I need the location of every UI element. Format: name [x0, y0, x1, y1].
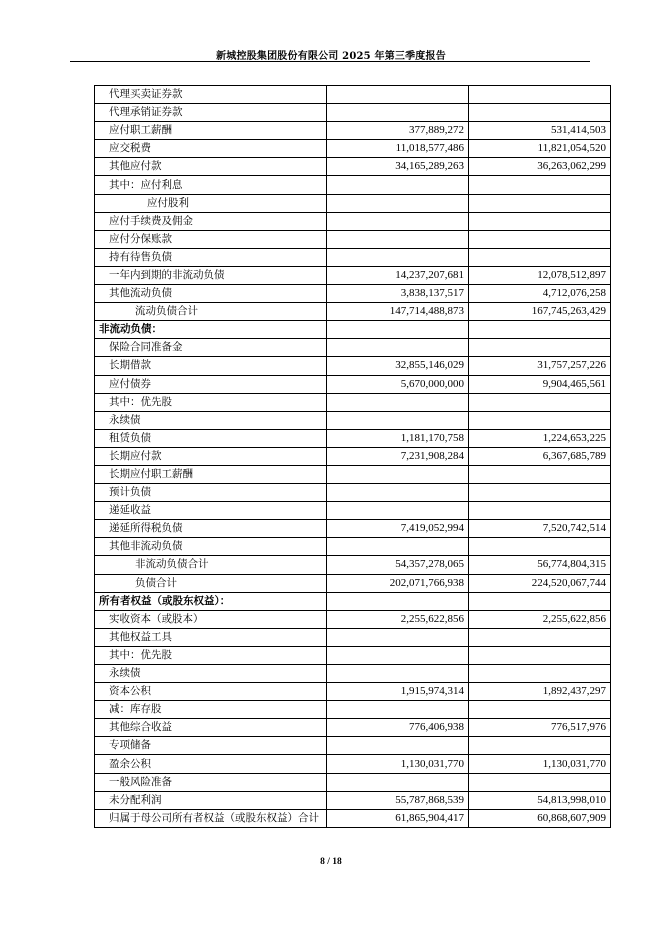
prior-year-end-value	[469, 86, 611, 104]
row-label: 应付分保账款	[95, 230, 327, 248]
prior-year-end-value: 1,892,437,297	[469, 683, 611, 701]
row-label: 其中：优先股	[95, 393, 327, 411]
period-end-value: 7,419,052,994	[327, 520, 469, 538]
prior-year-end-value	[469, 176, 611, 194]
row-label: 非流动负债：	[95, 321, 327, 339]
row-label: 应付股利	[95, 194, 327, 212]
row-label: 持有待售负债	[95, 248, 327, 266]
period-end-value	[327, 411, 469, 429]
prior-year-end-value: 167,745,263,429	[469, 303, 611, 321]
table-row	[95, 357, 611, 375]
prior-year-end-value	[469, 104, 611, 122]
period-end-value	[327, 176, 469, 194]
period-end-value	[327, 230, 469, 248]
period-end-value	[327, 194, 469, 212]
table-row	[95, 429, 611, 447]
period-end-value: 776,406,938	[327, 719, 469, 737]
table-row	[95, 773, 611, 791]
table-row	[95, 122, 611, 140]
table-row	[95, 303, 611, 321]
prior-year-end-value: 9,904,465,561	[469, 375, 611, 393]
prior-year-end-value: 7,520,742,514	[469, 520, 611, 538]
table-row	[95, 248, 611, 266]
row-label: 归属于母公司所有者权益（或股东权益）合计	[95, 809, 327, 827]
period-end-value	[327, 484, 469, 502]
prior-year-end-value	[469, 538, 611, 556]
table-row	[95, 628, 611, 646]
prior-year-end-value	[469, 248, 611, 266]
row-label: 实收资本（或股本）	[95, 610, 327, 628]
table-row	[95, 194, 611, 212]
row-label: 预计负债	[95, 484, 327, 502]
row-label: 专项储备	[95, 737, 327, 755]
row-label: 其他综合收益	[95, 719, 327, 737]
prior-year-end-value: 4,712,076,258	[469, 285, 611, 303]
table-row	[95, 665, 611, 683]
row-label: 代理买卖证券款	[95, 86, 327, 104]
prior-year-end-value	[469, 339, 611, 357]
period-end-value	[327, 339, 469, 357]
table-row	[95, 556, 611, 574]
report-header: 新城控股集团股份有限公司 2025 年第三季度报告	[216, 51, 446, 62]
prior-year-end-value: 776,517,976	[469, 719, 611, 737]
prior-year-end-value: 224,520,067,744	[469, 574, 611, 592]
period-end-value: 32,855,146,029	[327, 357, 469, 375]
table-row	[95, 755, 611, 773]
table-row	[95, 86, 611, 104]
table-row	[95, 212, 611, 230]
row-label: 未分配利润	[95, 791, 327, 809]
row-label: 租赁负债	[95, 429, 327, 447]
period-end-value: 14,237,207,681	[327, 266, 469, 284]
table-row	[95, 411, 611, 429]
period-end-value: 1,181,170,758	[327, 429, 469, 447]
prior-year-end-value: 1,224,653,225	[469, 429, 611, 447]
row-label: 其他流动负债	[95, 285, 327, 303]
period-end-value	[327, 321, 469, 339]
row-label: 永续债	[95, 411, 327, 429]
table-row	[95, 574, 611, 592]
period-end-value	[327, 701, 469, 719]
prior-year-end-value	[469, 773, 611, 791]
table-row	[95, 266, 611, 284]
period-end-value: 55,787,868,539	[327, 791, 469, 809]
prior-year-end-value	[469, 484, 611, 502]
period-end-value	[327, 248, 469, 266]
period-end-value: 147,714,488,873	[327, 303, 469, 321]
table-row	[95, 465, 611, 483]
period-end-value: 202,071,766,938	[327, 574, 469, 592]
period-end-value	[327, 737, 469, 755]
row-label: 递延所得税负债	[95, 520, 327, 538]
period-end-value	[327, 502, 469, 520]
table-row	[95, 230, 611, 248]
prior-year-end-value	[469, 701, 611, 719]
prior-year-end-value: 31,757,257,226	[469, 357, 611, 375]
row-label: 一年内到期的非流动负债	[95, 266, 327, 284]
row-label: 应付手续费及佣金	[95, 212, 327, 230]
period-end-value: 11,018,577,486	[327, 140, 469, 158]
period-end-value	[327, 646, 469, 664]
row-label: 其他非流动负债	[95, 538, 327, 556]
table-row	[95, 140, 611, 158]
table-row	[95, 701, 611, 719]
table-row	[95, 393, 611, 411]
period-end-value	[327, 628, 469, 646]
row-label: 应交税费	[95, 140, 327, 158]
table-row	[95, 176, 611, 194]
table-row	[95, 683, 611, 701]
row-label: 保险合同准备金	[95, 339, 327, 357]
prior-year-end-value	[469, 321, 611, 339]
period-end-value	[327, 212, 469, 230]
prior-year-end-value	[469, 665, 611, 683]
table-row	[95, 339, 611, 357]
table-row	[95, 538, 611, 556]
row-label: 长期应付款	[95, 447, 327, 465]
period-end-value	[327, 104, 469, 122]
row-label: 非流动负债合计	[95, 556, 327, 574]
row-label: 应付职工薪酬	[95, 122, 327, 140]
prior-year-end-value	[469, 502, 611, 520]
table-row	[95, 502, 611, 520]
period-end-value	[327, 538, 469, 556]
period-end-value: 34,165,289,263	[327, 158, 469, 176]
row-label: 永续债	[95, 665, 327, 683]
row-label: 长期应付职工薪酬	[95, 465, 327, 483]
prior-year-end-value: 6,367,685,789	[469, 447, 611, 465]
table-row	[95, 791, 611, 809]
table-row	[95, 158, 611, 176]
balance-sheet-table	[94, 85, 611, 828]
period-end-value: 54,357,278,065	[327, 556, 469, 574]
table-row	[95, 610, 611, 628]
row-label: 递延收益	[95, 502, 327, 520]
prior-year-end-value: 531,414,503	[469, 122, 611, 140]
row-label: 资本公积	[95, 683, 327, 701]
prior-year-end-value	[469, 737, 611, 755]
prior-year-end-value	[469, 194, 611, 212]
prior-year-end-value	[469, 411, 611, 429]
period-end-value: 1,915,974,314	[327, 683, 469, 701]
page-number: 8 / 18	[320, 857, 342, 867]
period-end-value	[327, 665, 469, 683]
prior-year-end-value: 60,868,607,909	[469, 809, 611, 827]
table-row	[95, 285, 611, 303]
row-label: 应付债券	[95, 375, 327, 393]
table-row	[95, 737, 611, 755]
row-label: 其他权益工具	[95, 628, 327, 646]
period-end-value: 377,889,272	[327, 122, 469, 140]
row-label: 其他应付款	[95, 158, 327, 176]
period-end-value: 2,255,622,856	[327, 610, 469, 628]
period-end-value	[327, 592, 469, 610]
prior-year-end-value	[469, 212, 611, 230]
row-label: 流动负债合计	[95, 303, 327, 321]
period-end-value	[327, 393, 469, 411]
table-row	[95, 447, 611, 465]
prior-year-end-value: 12,078,512,897	[469, 266, 611, 284]
period-end-value	[327, 465, 469, 483]
row-label: 其中：应付利息	[95, 176, 327, 194]
balance-sheet-body	[95, 86, 611, 828]
prior-year-end-value	[469, 465, 611, 483]
row-label: 盈余公积	[95, 755, 327, 773]
row-label: 长期借款	[95, 357, 327, 375]
period-end-value: 5,670,000,000	[327, 375, 469, 393]
table-row	[95, 646, 611, 664]
row-label: 所有者权益（或股东权益）：	[95, 592, 327, 610]
period-end-value	[327, 86, 469, 104]
table-row	[95, 484, 611, 502]
period-end-value: 1,130,031,770	[327, 755, 469, 773]
prior-year-end-value: 36,263,062,299	[469, 158, 611, 176]
row-label: 一般风险准备	[95, 773, 327, 791]
row-label: 减：库存股	[95, 701, 327, 719]
table-row	[95, 809, 611, 827]
period-end-value: 3,838,137,517	[327, 285, 469, 303]
table-row	[95, 592, 611, 610]
row-label: 代理承销证券款	[95, 104, 327, 122]
prior-year-end-value: 2,255,622,856	[469, 610, 611, 628]
table-row	[95, 375, 611, 393]
row-label: 其中：优先股	[95, 646, 327, 664]
prior-year-end-value	[469, 646, 611, 664]
period-end-value: 7,231,908,284	[327, 447, 469, 465]
prior-year-end-value: 56,774,804,315	[469, 556, 611, 574]
period-end-value: 61,865,904,417	[327, 809, 469, 827]
prior-year-end-value: 11,821,054,520	[469, 140, 611, 158]
table-row	[95, 321, 611, 339]
row-label: 负债合计	[95, 574, 327, 592]
prior-year-end-value: 1,130,031,770	[469, 755, 611, 773]
table-row	[95, 719, 611, 737]
prior-year-end-value	[469, 230, 611, 248]
table-row	[95, 104, 611, 122]
table-row	[95, 520, 611, 538]
prior-year-end-value	[469, 393, 611, 411]
prior-year-end-value	[469, 628, 611, 646]
header-rule	[70, 61, 590, 62]
prior-year-end-value	[469, 592, 611, 610]
prior-year-end-value: 54,813,998,010	[469, 791, 611, 809]
period-end-value	[327, 773, 469, 791]
